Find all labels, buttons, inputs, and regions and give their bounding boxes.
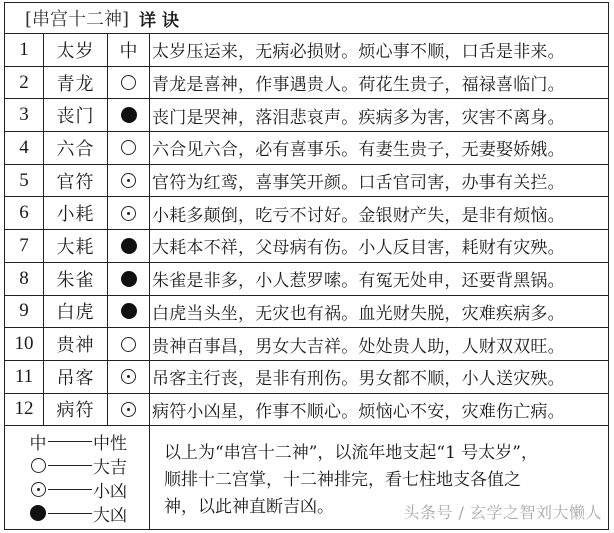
symbol-cell: [108, 328, 150, 360]
table-row: [5, 197, 608, 230]
open-circle-icon: [121, 140, 136, 155]
row-number: 7: [5, 230, 44, 262]
verse-text: 吊客主行丧，是非有刑伤。男女都不顺，小人送灾殃。: [152, 369, 565, 390]
table-row: [5, 132, 608, 165]
explanation-note: [150, 426, 608, 529]
twelve-gods-table: [4, 2, 609, 530]
verse-text: 朱雀是非多，小人惹罗嗦。有冤无处申，还要背黑锅。: [152, 271, 565, 292]
god-name: 小耗: [44, 197, 108, 229]
legend-dash: [48, 465, 92, 466]
open-circle-icon: [121, 337, 136, 352]
watermark: 头条号 / 玄学之智刘大懒人: [403, 503, 602, 522]
open-circle-icon: [121, 75, 136, 90]
legend-item-minor-ill: [29, 477, 149, 501]
symbol-cell: [108, 197, 150, 229]
dotted-circle-icon: [31, 482, 46, 497]
legend-item-great-luck: [29, 453, 149, 477]
dotted-circle-icon: [121, 206, 136, 221]
verse-text: 大耗本不祥，父母病有伤。小人反目害，耗财有灾殃。: [152, 238, 565, 259]
filled-circle-icon: [121, 238, 137, 254]
legend-section: [5, 426, 608, 529]
god-name: 丧门: [44, 99, 108, 131]
god-name: 贵神: [44, 328, 108, 360]
row-number: 4: [5, 132, 44, 164]
title-bold: 详诀: [139, 10, 186, 31]
row-number: 5: [5, 165, 44, 197]
legend-item-major-ill: [29, 501, 149, 525]
table-row: [5, 230, 608, 263]
legend-label: 大凶: [93, 505, 127, 526]
god-name: 朱雀: [44, 263, 108, 295]
row-number: 9: [5, 296, 44, 328]
symbol-cell: [108, 67, 150, 99]
dotted-circle-icon: [121, 402, 136, 417]
filled-circle-icon: [121, 271, 137, 287]
god-name: 青龙: [44, 67, 108, 99]
filled-circle-icon: [121, 107, 137, 123]
verse-text: 贵神百事昌，男女大吉祥。处处贵人助，人财双双旺。: [152, 336, 565, 357]
verse-text: 白虎当头坐，无灾也有祸。血光财失脱，灾难疾病多。: [152, 303, 565, 324]
symbol-cell: [108, 263, 150, 295]
dotted-circle-icon: [121, 369, 136, 384]
symbol-cell: [108, 99, 150, 131]
table-row: [5, 296, 608, 329]
legend-dash: [48, 441, 92, 442]
legend-dash: [48, 489, 92, 490]
verse-text: 小耗多颠倒，吃亏不讨好。金银财产失，是非有烦恼。: [152, 205, 565, 226]
table-row: [5, 263, 608, 296]
table-row: [5, 165, 608, 198]
god-name: 吊客: [44, 361, 108, 393]
god-name: 白虎: [44, 296, 108, 328]
god-name: 太岁: [44, 34, 108, 66]
verse-text: 六合见六合，必有喜事乐。有妻生贵子，无妻娶娇娥。: [152, 140, 565, 161]
note-line: 顺排十二宫掌，十二神排完，看七柱地支各值之: [164, 470, 521, 491]
row-number: 3: [5, 99, 44, 131]
verse-text: 太岁压运来，无病必损财。烦心事不顺，口舌是非来。: [152, 42, 565, 63]
legend-label: 小凶: [93, 481, 127, 502]
table-row: [5, 394, 608, 427]
symbol-cell: [108, 394, 150, 426]
legend-label: 大吉: [93, 457, 127, 478]
symbol-cell: [108, 296, 150, 328]
row-number: 10: [5, 328, 44, 360]
row-number: 12: [5, 394, 44, 426]
symbol-cell: [108, 230, 150, 262]
verse-text: 丧门是哭神，落泪悲哀声。疾病多为害，灾害不离身。: [152, 107, 565, 128]
table-row: [5, 361, 608, 394]
table-row: [5, 34, 608, 67]
dotted-circle-icon: [121, 173, 136, 188]
table-row: [5, 67, 608, 100]
note-line: 神，以此神直断吉凶。: [164, 497, 334, 518]
legend-label: 中性: [93, 433, 127, 454]
symbol-cell: [108, 34, 150, 66]
filled-circle-icon: [121, 303, 137, 319]
table-row: [5, 99, 608, 132]
row-number: 8: [5, 263, 44, 295]
table-row: [5, 328, 608, 361]
god-name: 病符: [44, 394, 108, 426]
neutral-icon: 中: [119, 40, 138, 62]
symbol-cell: [108, 165, 150, 197]
god-name: 六合: [44, 132, 108, 164]
note-line: 以上为“串宫十二神”，以流年地支起“1 号太岁”，: [164, 443, 538, 464]
title-bracket: [串宫十二神]: [25, 9, 130, 30]
row-number: 11: [5, 361, 44, 393]
neutral-icon: 中: [29, 433, 47, 454]
verse-text: 官符为红鸾，喜事笑开颜。口舌官司害，办事有关拦。: [152, 173, 565, 194]
god-name: 官符: [44, 165, 108, 197]
symbol-legend: [5, 426, 150, 529]
verse-text: 青龙是喜神，作事遇贵人。荷花生贵子，福禄喜临门。: [152, 75, 565, 96]
open-circle-icon: [31, 458, 46, 473]
legend-item-neutral: [29, 429, 149, 453]
row-number: 1: [5, 34, 44, 66]
verse-text: 病符小凶星，作事不顺心。烦恼心不安，灾难伤亡病。: [152, 401, 565, 422]
table-title: [5, 3, 608, 34]
table-body: [5, 34, 608, 426]
symbol-cell: [108, 361, 150, 393]
legend-dash: [48, 513, 92, 514]
row-number: 2: [5, 67, 44, 99]
filled-circle-icon: [30, 505, 46, 521]
symbol-cell: [108, 132, 150, 164]
row-number: 6: [5, 197, 44, 229]
god-name: 大耗: [44, 230, 108, 262]
